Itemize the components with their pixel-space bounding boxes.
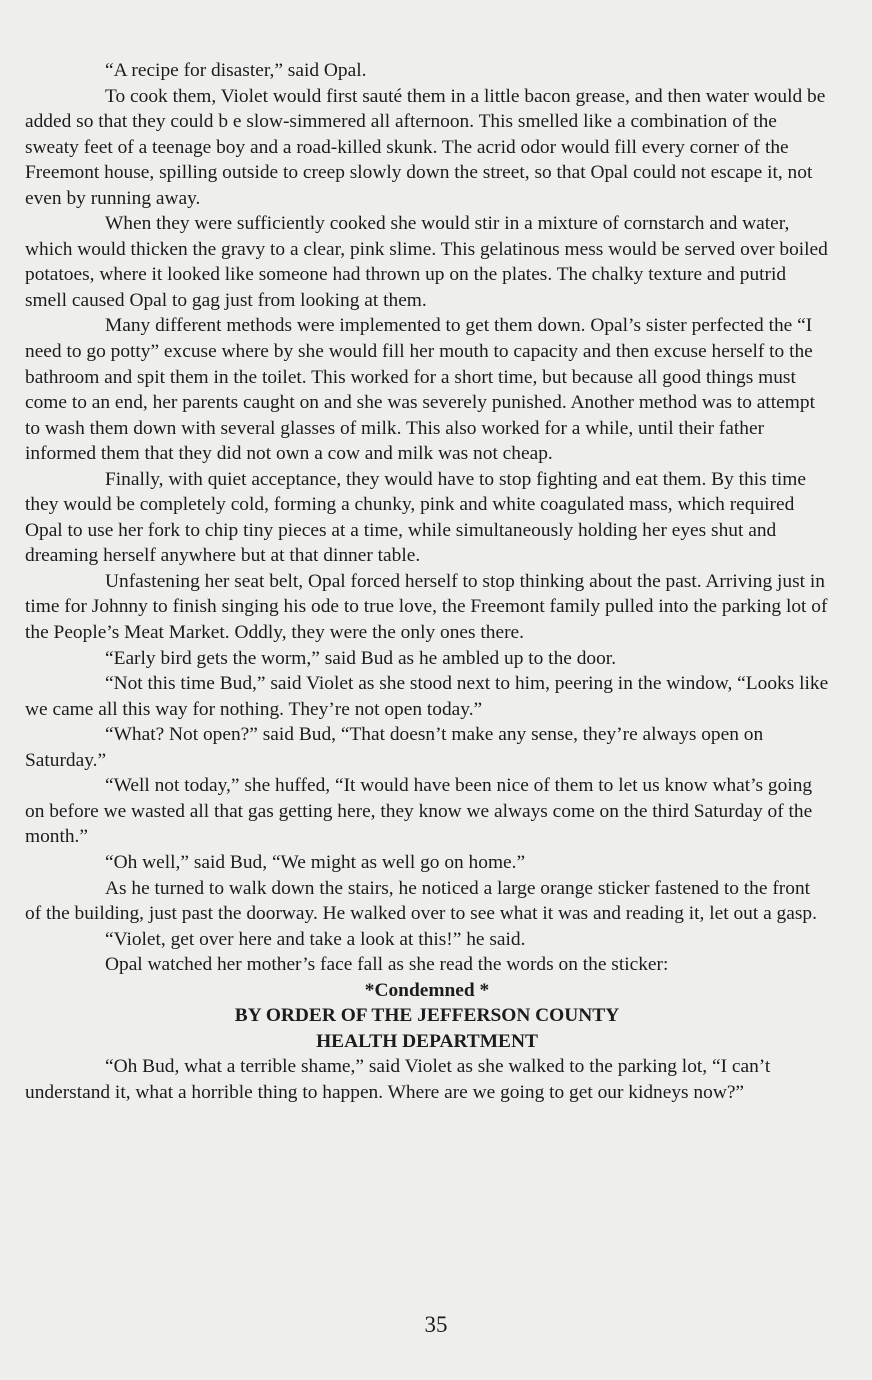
paragraph: “Oh well,” said Bud, “We might as well go on home.” (105, 851, 526, 873)
paragraph: “Not this time Bud,” said Violet as she stood next to him, peering in the window, “Looks like we came all this way for nothing. They’re not open today.” (25, 673, 829, 720)
paragraph: As he turned to walk down the stairs, he noticed a large orange sticker fastened to the front of the building, just past the doorway. He walked over to see what it was and reading it, let out a gasp. (25, 877, 817, 925)
paragraph: “Violet, get over here and take a look at this!” he said. (105, 928, 526, 950)
paragraph: Opal watched her mother’s face fall as she read the words on the sticker: (105, 954, 669, 976)
paragraph: Many different methods were implemented to get them down. Opal’s sister perfected the “I need to go potty” excuse where by she would fill her mouth to capacity and then excuse herself to the bathroom and spit them in the toilet. This worked for a short time, but because all good things must come to an end, her parents caught on and she was severely punished. Another method was to attempt to wash them down with several glasses of milk. This also worked for a while, until their father informed them that they did not own a cow and milk was not cheap. (25, 315, 815, 465)
sticker-text (25, 978, 829, 1055)
sticker-department-heading: HEALTH DEPARTMENT (316, 1030, 538, 1052)
paragraph: Unfastening her seat belt, Opal forced herself to stop thinking about the past. Arriving just in time for Johnny to finish singing his ode to true love, the Freemont family pulled into the parking lot of the People’s Meat Market. Oddly, they were the only ones there. (25, 570, 828, 644)
paragraph: When they were sufficiently cooked she would stir in a mixture of cornstarch and water, which would thicken the gravy to a clear, pink slime. This gelatinous mess would be served over boiled potatoes, where it looked like someone had thrown up on the plates. The chalky texture and putrid smell caused Opal to gag just from looking at them. (25, 213, 828, 311)
paragraph: “Well not today,” she huffed, “It would have been nice of them to let us know what’s going on before we wasted all that gas getting here, they know we always come on the third Saturday of the month.” (25, 775, 813, 848)
paragraph: To cook them, Violet would first sauté them in a little bacon grease, and then water would be added so that they could b e slow-simmered all afternoon. This smelled like a combination of the sweaty feet of a teenage boy and a road-killed skunk. The acrid odor would fill every corner of the Freemont house, spilling outside to creep slowly down the street, so that Opal could not escape it, not even by running away. (25, 85, 826, 209)
closing-paragraph: “Oh Bud, what a terrible shame,” said Violet as she walked to the parking lot, “I can’t understand it, what a horrible thing to happen. Where are we going to get our kidneys now?” (25, 1056, 771, 1103)
sticker-condemned-heading: *Condemned * (364, 979, 490, 1001)
sticker-order-heading: BY ORDER OF THE JEFFERSON COUNTY (234, 1005, 620, 1027)
paragraph: “What? Not open?” said Bud, “That doesn’t make any sense, they’re always open on Saturday.” (25, 724, 764, 771)
paragraph: Finally, with quiet acceptance, they would have to stop fighting and eat them. By this time they would be completely cold, forming a chunky, pink and white coagulated mass, which required Opal to use her fork to chip tiny pieces at a time, while simultaneously holding her eyes shut and dreaming herself anywhere but at that dinner table. (25, 468, 806, 567)
paragraph: “A recipe for disaster,” said Opal. (105, 60, 367, 81)
page-body (25, 58, 829, 1105)
paragraph: “Early bird gets the worm,” said Bud as he ambled up to the door. (105, 647, 617, 669)
page-number: 35 (424, 1312, 448, 1337)
